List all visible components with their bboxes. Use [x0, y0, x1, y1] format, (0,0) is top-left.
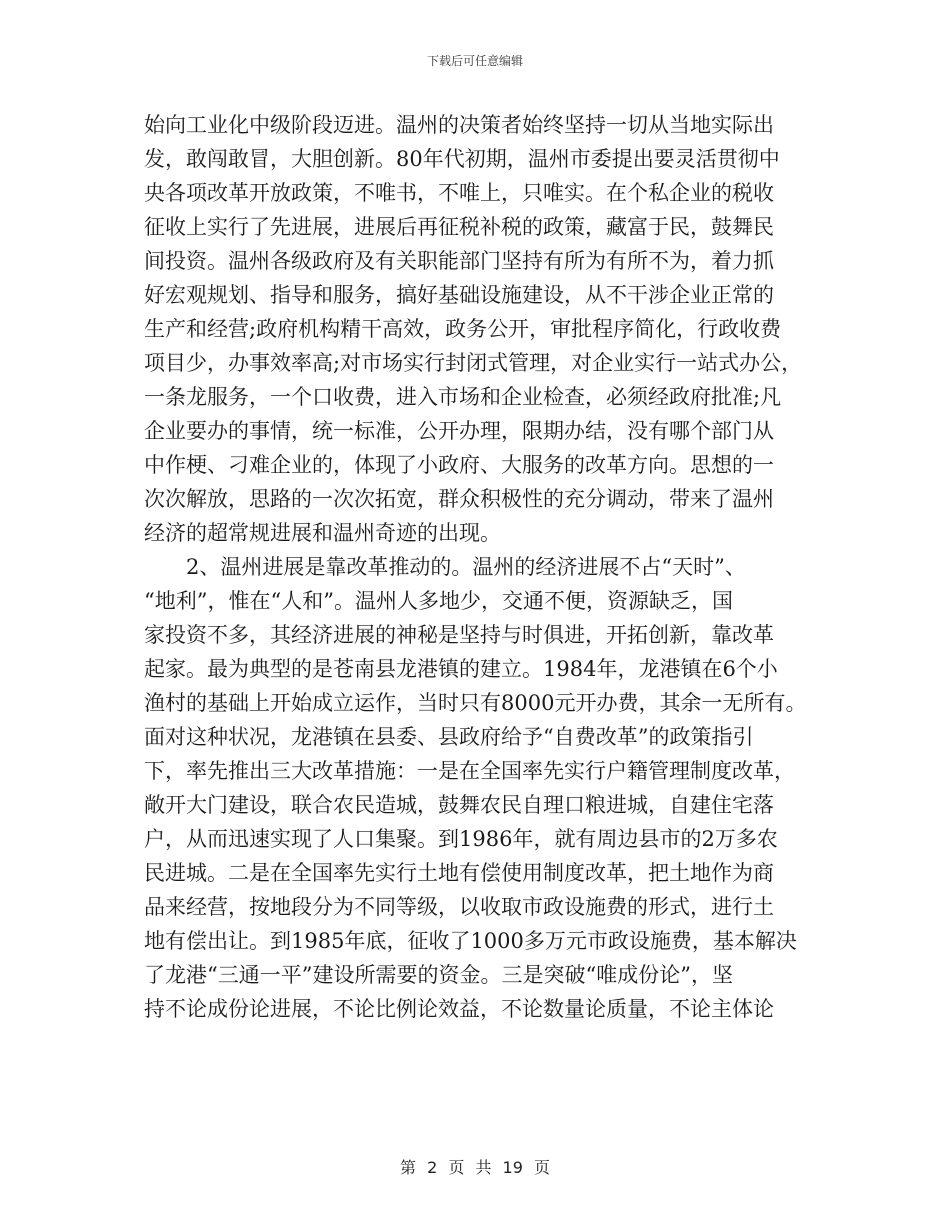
text-line: 敞开大门建设，联合农民造城，鼓舞农民自理口粮进城，自建住宅落 — [144, 793, 774, 817]
text-line: 下，率先推出三大改革措施：一是在全国率先实行户籍管理制度改革， — [144, 759, 795, 783]
text-line: 了龙港“三通一平”建设所需要的资金。三是突破“唯成份论”，坚 — [144, 963, 733, 987]
text-line: 经济的超常规进展和温州奇迹的出现。 — [144, 521, 501, 545]
text-line: 次次解放，思路的一次次拓宽，群众积极性的充分调动，带来了温州 — [144, 487, 774, 511]
text-line: 好宏观规划、指导和服务，搞好基础设施建设，从不干涉企业正常的 — [144, 283, 774, 307]
text-line: “地利”，惟在“人和”。温州人多地少，交通不便，资源缺乏，国 — [144, 589, 733, 613]
text-line: 项目少，办事效率高;对市场实行封闭式管理，对企业实行一站式办公， — [144, 351, 803, 375]
text-line: 间投资。温州各级政府及有关职能部门坚持有所为有所不为，着力抓 — [144, 249, 774, 273]
text-line: 始向工业化中级阶段迈进。温州的决策者始终坚持一切从当地实际出 — [144, 113, 774, 137]
paragraph-2 — [144, 550, 809, 1026]
text-line: 面对这种状况，龙港镇在县委、县政府给予“自费改革”的政策指引 — [144, 725, 754, 749]
text-line: 家投资不多，其经济进展的神秘是坚持与时俱进，开拓创新，靠改革 — [144, 623, 774, 647]
document-body — [144, 108, 809, 1026]
text-line: 一条龙服务，一个口收费，进入市场和企业检查，必须经政府批准;凡 — [144, 385, 782, 409]
text-line: 生产和经营;政府机构精干高效，政务公开，审批程序简化，行政收费 — [144, 317, 782, 341]
text-line: 企业要办的事情，统一标准，公开办理，限期办结，没有哪个部门从 — [144, 419, 774, 443]
text-line: 2、温州进展是靠改革推动的。温州的经济进展不占“天时”、 — [186, 555, 746, 579]
text-line: 起家。最为典型的是苍南县龙港镇的建立。1984年，龙港镇在6个小 — [144, 657, 778, 681]
text-line: 征收上实行了先进展，进展后再征税补税的政策，藏富于民，鼓舞民 — [144, 215, 774, 239]
text-line: 中作梗、刁难企业的，体现了小政府、大服务的改革方向。思想的一 — [144, 453, 774, 477]
page-header-note: 下载后可任意编辑 — [426, 54, 523, 68]
text-line: 品来经营，按地段分为不同等级，以收取市政设施费的形式，进行土 — [144, 895, 774, 919]
text-line: 发，敢闯敢冒，大胆创新。80年代初期，温州市委提出要灵活贯彻中 — [144, 147, 780, 171]
text-line: 户，从而迅速实现了人口集聚。到1986年，就有周边县市的2万多农 — [144, 827, 778, 851]
text-line: 地有偿出让。到1985年底，征收了1000多万元市政设施费，基本解决 — [144, 929, 797, 953]
text-line: 民进城。二是在全国率先实行土地有偿使用制度改革，把土地作为商 — [144, 861, 774, 885]
paragraph-1 — [144, 108, 809, 550]
page-number-footer: 第 2 页 共 19 页 — [400, 1158, 550, 1177]
text-line: 央各项改革开放政策，不唯书，不唯上，只唯实。在个私企业的税收 — [144, 181, 774, 205]
text-line: 渔村的基础上开始成立运作，当时只有8000元开办费，其余一无所有。 — [144, 691, 807, 715]
text-line: 持不论成份论进展，不论比例论效益，不论数量论质量，不论主体论 — [144, 997, 774, 1021]
